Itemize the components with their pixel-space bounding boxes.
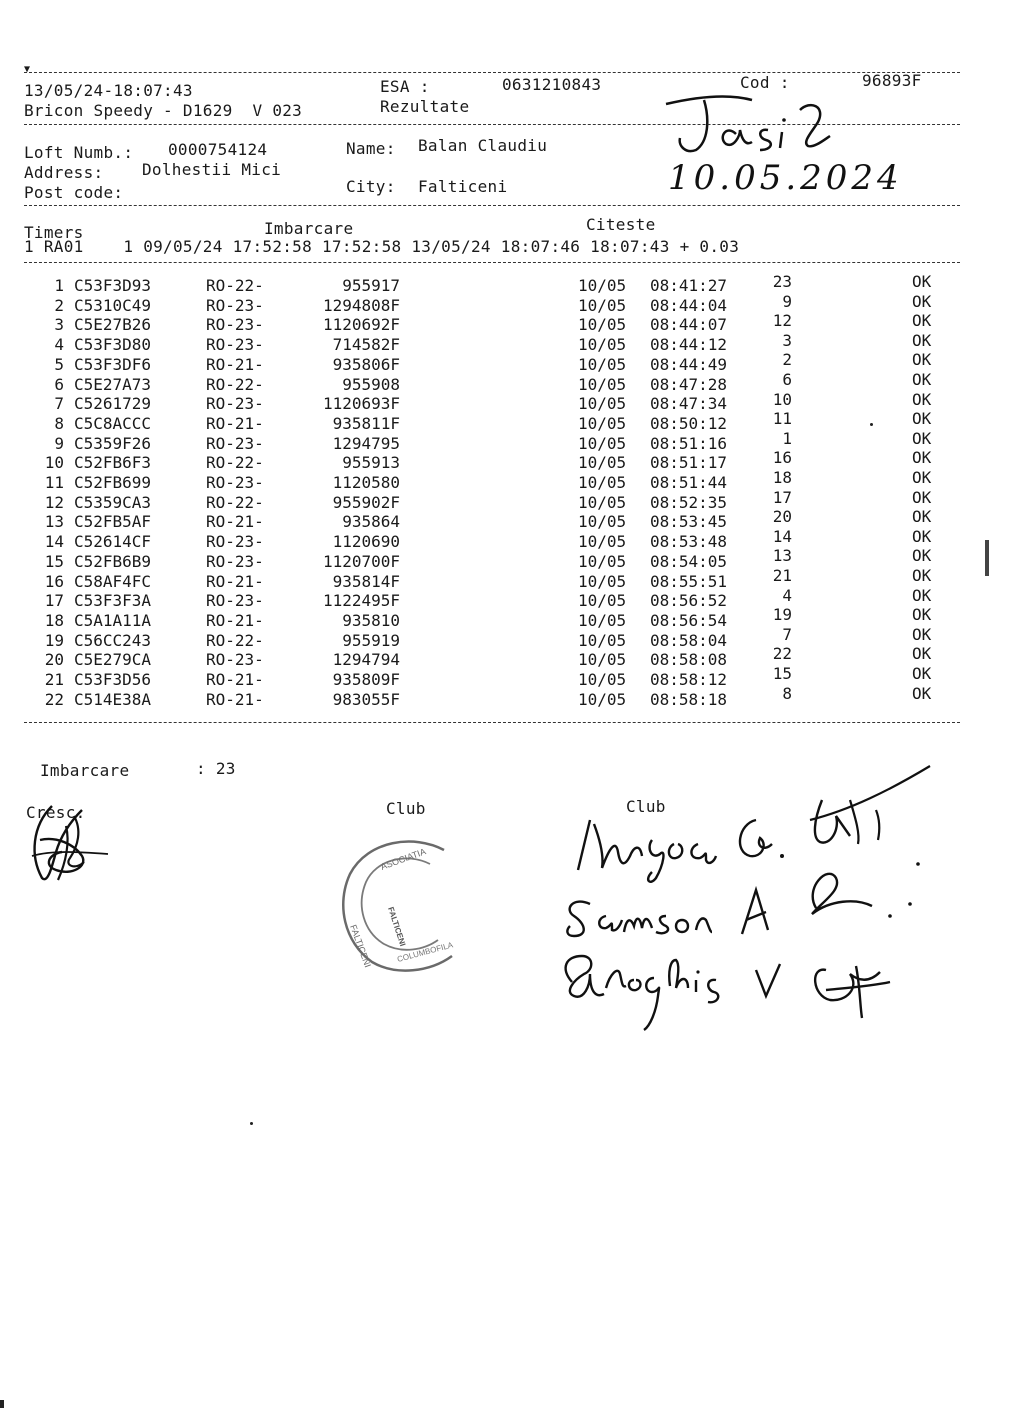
cell-pos: 23 xyxy=(772,272,792,291)
cell-date: 10/05 xyxy=(578,571,627,591)
cell-status: OK xyxy=(912,526,932,546)
cell-n: 1 xyxy=(54,276,64,295)
cell-chip: C52FB6B9 xyxy=(74,551,152,571)
cell-status: OK xyxy=(912,468,932,487)
cell-time: 08:41:27 xyxy=(650,276,728,295)
handwritten-date-text: 10.05.2024 xyxy=(668,158,903,198)
cell-pos: 10 xyxy=(772,389,792,409)
cod-label: Cod : xyxy=(740,73,790,92)
cell-chip: C53F3DF6 xyxy=(74,354,152,374)
cell-date: 10/05 xyxy=(578,276,627,295)
cell-prefix: RO-22- xyxy=(206,276,264,295)
cell-status: OK xyxy=(912,546,932,566)
cell-prefix: RO-23- xyxy=(206,473,264,492)
signature-1-text xyxy=(560,760,561,761)
club-signatures xyxy=(560,760,940,1044)
cell-prefix: RO-22- xyxy=(206,374,264,394)
cell-prefix: RO-23- xyxy=(206,591,264,611)
cell-pos: 7 xyxy=(782,624,792,644)
cell-ring: 1120692F xyxy=(322,315,400,335)
cell-prefix: RO-23- xyxy=(206,551,264,571)
cell-n: 5 xyxy=(54,354,64,374)
cell-date: 10/05 xyxy=(578,492,627,512)
cell-time: 08:56:54 xyxy=(650,610,728,630)
divider-header xyxy=(24,124,960,125)
cell-ring: 935806F xyxy=(332,354,400,374)
cell-time: 08:55:51 xyxy=(650,571,728,591)
cresc-signature xyxy=(22,796,122,892)
club-stamp xyxy=(334,830,464,984)
cresc-label: Cresc. xyxy=(26,803,86,822)
cell-prefix: RO-21- xyxy=(206,571,264,591)
cell-chip: C52FB6F3 xyxy=(74,453,152,473)
cell-prefix: RO-21- xyxy=(206,689,264,709)
cell-status: OK xyxy=(912,291,932,311)
cell-pos: 14 xyxy=(772,526,792,546)
cell-time: 08:58:04 xyxy=(650,630,728,650)
cell-n: 13 xyxy=(44,512,64,532)
cell-n: 10 xyxy=(44,453,64,473)
cell-n: 9 xyxy=(54,433,64,453)
cell-time: 08:58:08 xyxy=(650,650,728,670)
cell-chip: C52FB699 xyxy=(74,473,152,492)
imbarcare-col-label: Imbarcare xyxy=(264,219,354,238)
cell-chip: C5E279CA xyxy=(74,650,152,670)
cell-prefix: RO-23- xyxy=(206,532,264,552)
address-value: Dolhestii Mici xyxy=(142,160,282,179)
cell-chip: C56CC243 xyxy=(74,630,152,650)
cell-prefix: RO-23- xyxy=(206,650,264,670)
cell-chip: C5C8ACCC xyxy=(74,413,152,433)
cell-ring: 935811F xyxy=(332,413,400,433)
cell-prefix: RO-21- xyxy=(206,670,264,689)
cell-n: 21 xyxy=(44,670,64,689)
cell-n: 20 xyxy=(44,650,64,670)
cell-time: 08:50:12 xyxy=(650,413,728,433)
cell-ring: 1294808F xyxy=(322,295,400,315)
cell-ring: 1294794 xyxy=(332,650,400,670)
cell-n: 8 xyxy=(54,413,64,433)
cell-pos: 19 xyxy=(772,605,792,625)
cell-pos: 21 xyxy=(772,566,792,585)
cell-n: 19 xyxy=(44,630,64,650)
cell-prefix: RO-22- xyxy=(206,630,264,650)
cell-n: 2 xyxy=(54,295,64,315)
cell-date: 10/05 xyxy=(578,650,627,670)
cell-status: OK xyxy=(912,605,932,625)
cell-date: 10/05 xyxy=(578,630,627,650)
club-label-left: Club xyxy=(386,799,426,818)
cell-date: 10/05 xyxy=(578,512,627,532)
cell-status: OK xyxy=(912,272,932,291)
cell-pos: 17 xyxy=(772,487,792,507)
name-label: Name: xyxy=(346,139,396,158)
rezultate-label: Rezultate xyxy=(380,97,470,116)
cell-n: 7 xyxy=(54,394,64,414)
cell-pos: 9 xyxy=(782,291,792,311)
cell-date: 10/05 xyxy=(578,453,627,473)
imbarcare-total-value: : 23 xyxy=(196,759,236,778)
city-value: Falticeni xyxy=(418,177,508,196)
cell-ring: 955902F xyxy=(332,492,400,512)
cell-pos: 22 xyxy=(772,644,792,664)
cell-chip: C5359F26 xyxy=(74,433,152,453)
speck xyxy=(0,1400,4,1408)
marker-triangle-icon: ▼ xyxy=(24,64,31,75)
cell-date: 10/05 xyxy=(578,374,627,394)
cell-chip: C5E27B26 xyxy=(74,315,152,335)
cell-status: OK xyxy=(912,566,932,585)
cell-status: OK xyxy=(912,330,932,350)
city-label: City: xyxy=(346,177,396,196)
svg-text:FALTICENI: FALTICENI xyxy=(386,905,408,948)
cell-chip: C514E38A xyxy=(74,689,152,709)
cell-pos: 12 xyxy=(772,311,792,331)
cell-ring: 1120700F xyxy=(322,551,400,571)
cell-status: OK xyxy=(912,487,932,507)
cell-status: OK xyxy=(912,370,932,389)
divider-fancier xyxy=(24,205,960,206)
cell-prefix: RO-23- xyxy=(206,295,264,315)
cell-chip: C58AF4FC xyxy=(74,571,152,591)
cell-status: OK xyxy=(912,683,932,703)
cell-prefix: RO-23- xyxy=(206,433,264,453)
cell-date: 10/05 xyxy=(578,295,627,315)
cell-chip: C5310C49 xyxy=(74,295,152,315)
timer-line: 1 RA01 1 09/05/24 17:52:58 17:52:58 13/05/24 18:07:46 18:07:43 + 0.03 xyxy=(24,237,740,256)
cell-time: 08:44:12 xyxy=(650,335,728,355)
cell-chip: C5359CA3 xyxy=(74,492,152,512)
imbarcare-total-label: Imbarcare xyxy=(40,761,130,780)
cell-time: 08:51:17 xyxy=(650,453,728,473)
club-stamp-text xyxy=(334,830,335,831)
loft-number: 0000754124 xyxy=(168,140,268,159)
cell-ring: 1122495F xyxy=(322,591,400,611)
cell-ring: 935864 xyxy=(342,512,400,532)
cell-time: 08:54:05 xyxy=(650,551,728,571)
fancier-name: Balan Claudiu xyxy=(418,136,548,155)
cell-date: 10/05 xyxy=(578,315,627,335)
cod-value: 96893F xyxy=(862,71,922,90)
svg-text:COLUMBOFILA: COLUMBOFILA xyxy=(396,940,454,964)
cell-prefix: RO-22- xyxy=(206,492,264,512)
cell-ring: 1120690 xyxy=(332,532,400,552)
cell-ring: 714582F xyxy=(332,335,400,355)
cell-ring: 935814F xyxy=(332,571,400,591)
cell-pos: 18 xyxy=(772,468,792,487)
margin-mark xyxy=(985,540,989,576)
cell-time: 08:44:07 xyxy=(650,315,728,335)
svg-text:ASOCIATIA: ASOCIATIA xyxy=(379,846,428,872)
cell-chip: C53F3D93 xyxy=(74,276,152,295)
cell-pos: 3 xyxy=(782,330,792,350)
cell-date: 10/05 xyxy=(578,689,627,709)
cell-n: 18 xyxy=(44,610,64,630)
post-code-label: Post code: xyxy=(24,183,124,202)
cell-prefix: RO-21- xyxy=(206,413,264,433)
cell-prefix: RO-21- xyxy=(206,354,264,374)
cell-n: 22 xyxy=(44,689,64,709)
address-label: Address: xyxy=(24,163,104,182)
speck xyxy=(250,1122,253,1125)
cell-chip: C53F3F3A xyxy=(74,591,152,611)
cell-chip: C5E27A73 xyxy=(74,374,152,394)
cell-pos: 4 xyxy=(782,585,792,605)
cell-prefix: RO-23- xyxy=(206,335,264,355)
divider-top xyxy=(24,72,960,73)
cell-n: 4 xyxy=(54,335,64,355)
cell-date: 10/05 xyxy=(578,591,627,611)
cell-status: OK xyxy=(912,428,932,448)
citeste-col-label: Citeste xyxy=(586,215,656,234)
cell-ring: 955917 xyxy=(342,276,400,295)
cell-time: 08:53:45 xyxy=(650,512,728,532)
cell-time: 08:47:34 xyxy=(650,394,728,414)
cell-prefix: RO-23- xyxy=(206,394,264,414)
cell-status: OK xyxy=(912,311,932,331)
cell-n: 6 xyxy=(54,374,64,394)
divider-bottom xyxy=(24,722,960,723)
cell-status: OK xyxy=(912,507,932,527)
esa-value: 0631210843 xyxy=(502,75,602,94)
divider-timers xyxy=(24,262,960,263)
cell-chip: C52FB5AF xyxy=(74,512,152,532)
cell-n: 15 xyxy=(44,551,64,571)
cell-chip: C53F3D56 xyxy=(74,670,152,689)
cell-status: OK xyxy=(912,664,932,683)
cell-date: 10/05 xyxy=(578,670,627,689)
cell-ring: 955908 xyxy=(342,374,400,394)
cell-ring: 1120693F xyxy=(322,394,400,414)
cell-pos: 11 xyxy=(772,409,792,429)
cell-n: 3 xyxy=(54,315,64,335)
cell-ring: 955919 xyxy=(342,630,400,650)
cell-prefix: RO-22- xyxy=(206,453,264,473)
cell-ring: 935810 xyxy=(342,610,400,630)
cell-ring: 955913 xyxy=(342,453,400,473)
cell-date: 10/05 xyxy=(578,551,627,571)
cell-time: 08:53:48 xyxy=(650,532,728,552)
esa-label: ESA : xyxy=(380,77,430,96)
cell-date: 10/05 xyxy=(578,394,627,414)
cell-date: 10/05 xyxy=(578,354,627,374)
cell-date: 10/05 xyxy=(578,473,627,492)
cell-time: 08:56:52 xyxy=(650,591,728,611)
cell-time: 08:51:44 xyxy=(650,473,728,492)
cell-pos: 15 xyxy=(772,664,792,683)
cell-time: 08:51:16 xyxy=(650,433,728,453)
cell-date: 10/05 xyxy=(578,335,627,355)
cell-date: 10/05 xyxy=(578,610,627,630)
cell-pos: 8 xyxy=(782,683,792,703)
cell-prefix: RO-21- xyxy=(206,610,264,630)
cell-status: OK xyxy=(912,389,932,409)
speck xyxy=(870,423,873,426)
cell-chip: C5A1A11A xyxy=(74,610,152,630)
cell-ring: 1294795 xyxy=(332,433,400,453)
cell-prefix: RO-23- xyxy=(206,315,264,335)
svg-text:FALTICENI: FALTICENI xyxy=(348,923,373,969)
cell-pos: 1 xyxy=(782,428,792,448)
cell-ring: 983055F xyxy=(332,689,400,709)
cell-time: 08:47:28 xyxy=(650,374,728,394)
cell-time: 08:58:12 xyxy=(650,670,728,689)
cell-chip: C5261729 xyxy=(74,394,152,414)
loft-label: Loft Numb.: xyxy=(24,143,134,162)
cell-ring: 1120580 xyxy=(332,473,400,492)
handwritten-race xyxy=(660,90,840,164)
club-label-right: Club xyxy=(626,797,666,816)
cell-pos: 2 xyxy=(782,350,792,370)
cell-n: 12 xyxy=(44,492,64,512)
cell-ring: 935809F xyxy=(332,670,400,689)
cell-status: OK xyxy=(912,644,932,664)
cell-time: 08:44:49 xyxy=(650,354,728,374)
handwritten-date xyxy=(668,158,903,198)
cell-date: 10/05 xyxy=(578,413,627,433)
cell-n: 16 xyxy=(44,571,64,591)
cell-time: 08:58:18 xyxy=(650,689,728,709)
cell-n: 11 xyxy=(44,473,64,492)
handwritten-race-text xyxy=(660,90,661,91)
cell-status: OK xyxy=(912,409,932,429)
cell-date: 10/05 xyxy=(578,532,627,552)
cell-n: 14 xyxy=(44,532,64,552)
cell-time: 08:44:04 xyxy=(650,295,728,315)
cell-status: OK xyxy=(912,585,932,605)
cell-chip: C53F3D80 xyxy=(74,335,152,355)
device-info: Bricon Speedy - D1629 V 023 xyxy=(24,101,303,120)
cell-chip: C52614CF xyxy=(74,532,152,552)
timers-label: Timers xyxy=(24,223,84,242)
cell-prefix: RO-21- xyxy=(206,512,264,532)
cell-status: OK xyxy=(912,350,932,370)
cell-status: OK xyxy=(912,624,932,644)
club-signature-names xyxy=(560,760,561,761)
cell-pos: 13 xyxy=(772,546,792,566)
cell-pos: 6 xyxy=(782,370,792,389)
cell-date: 10/05 xyxy=(578,433,627,453)
header-datetime: 13/05/24-18:07:43 xyxy=(24,81,193,100)
cell-time: 08:52:35 xyxy=(650,492,728,512)
cell-status: OK xyxy=(912,448,932,468)
cell-n: 17 xyxy=(44,591,64,611)
cell-pos: 20 xyxy=(772,507,792,527)
cell-pos: 16 xyxy=(772,448,792,468)
